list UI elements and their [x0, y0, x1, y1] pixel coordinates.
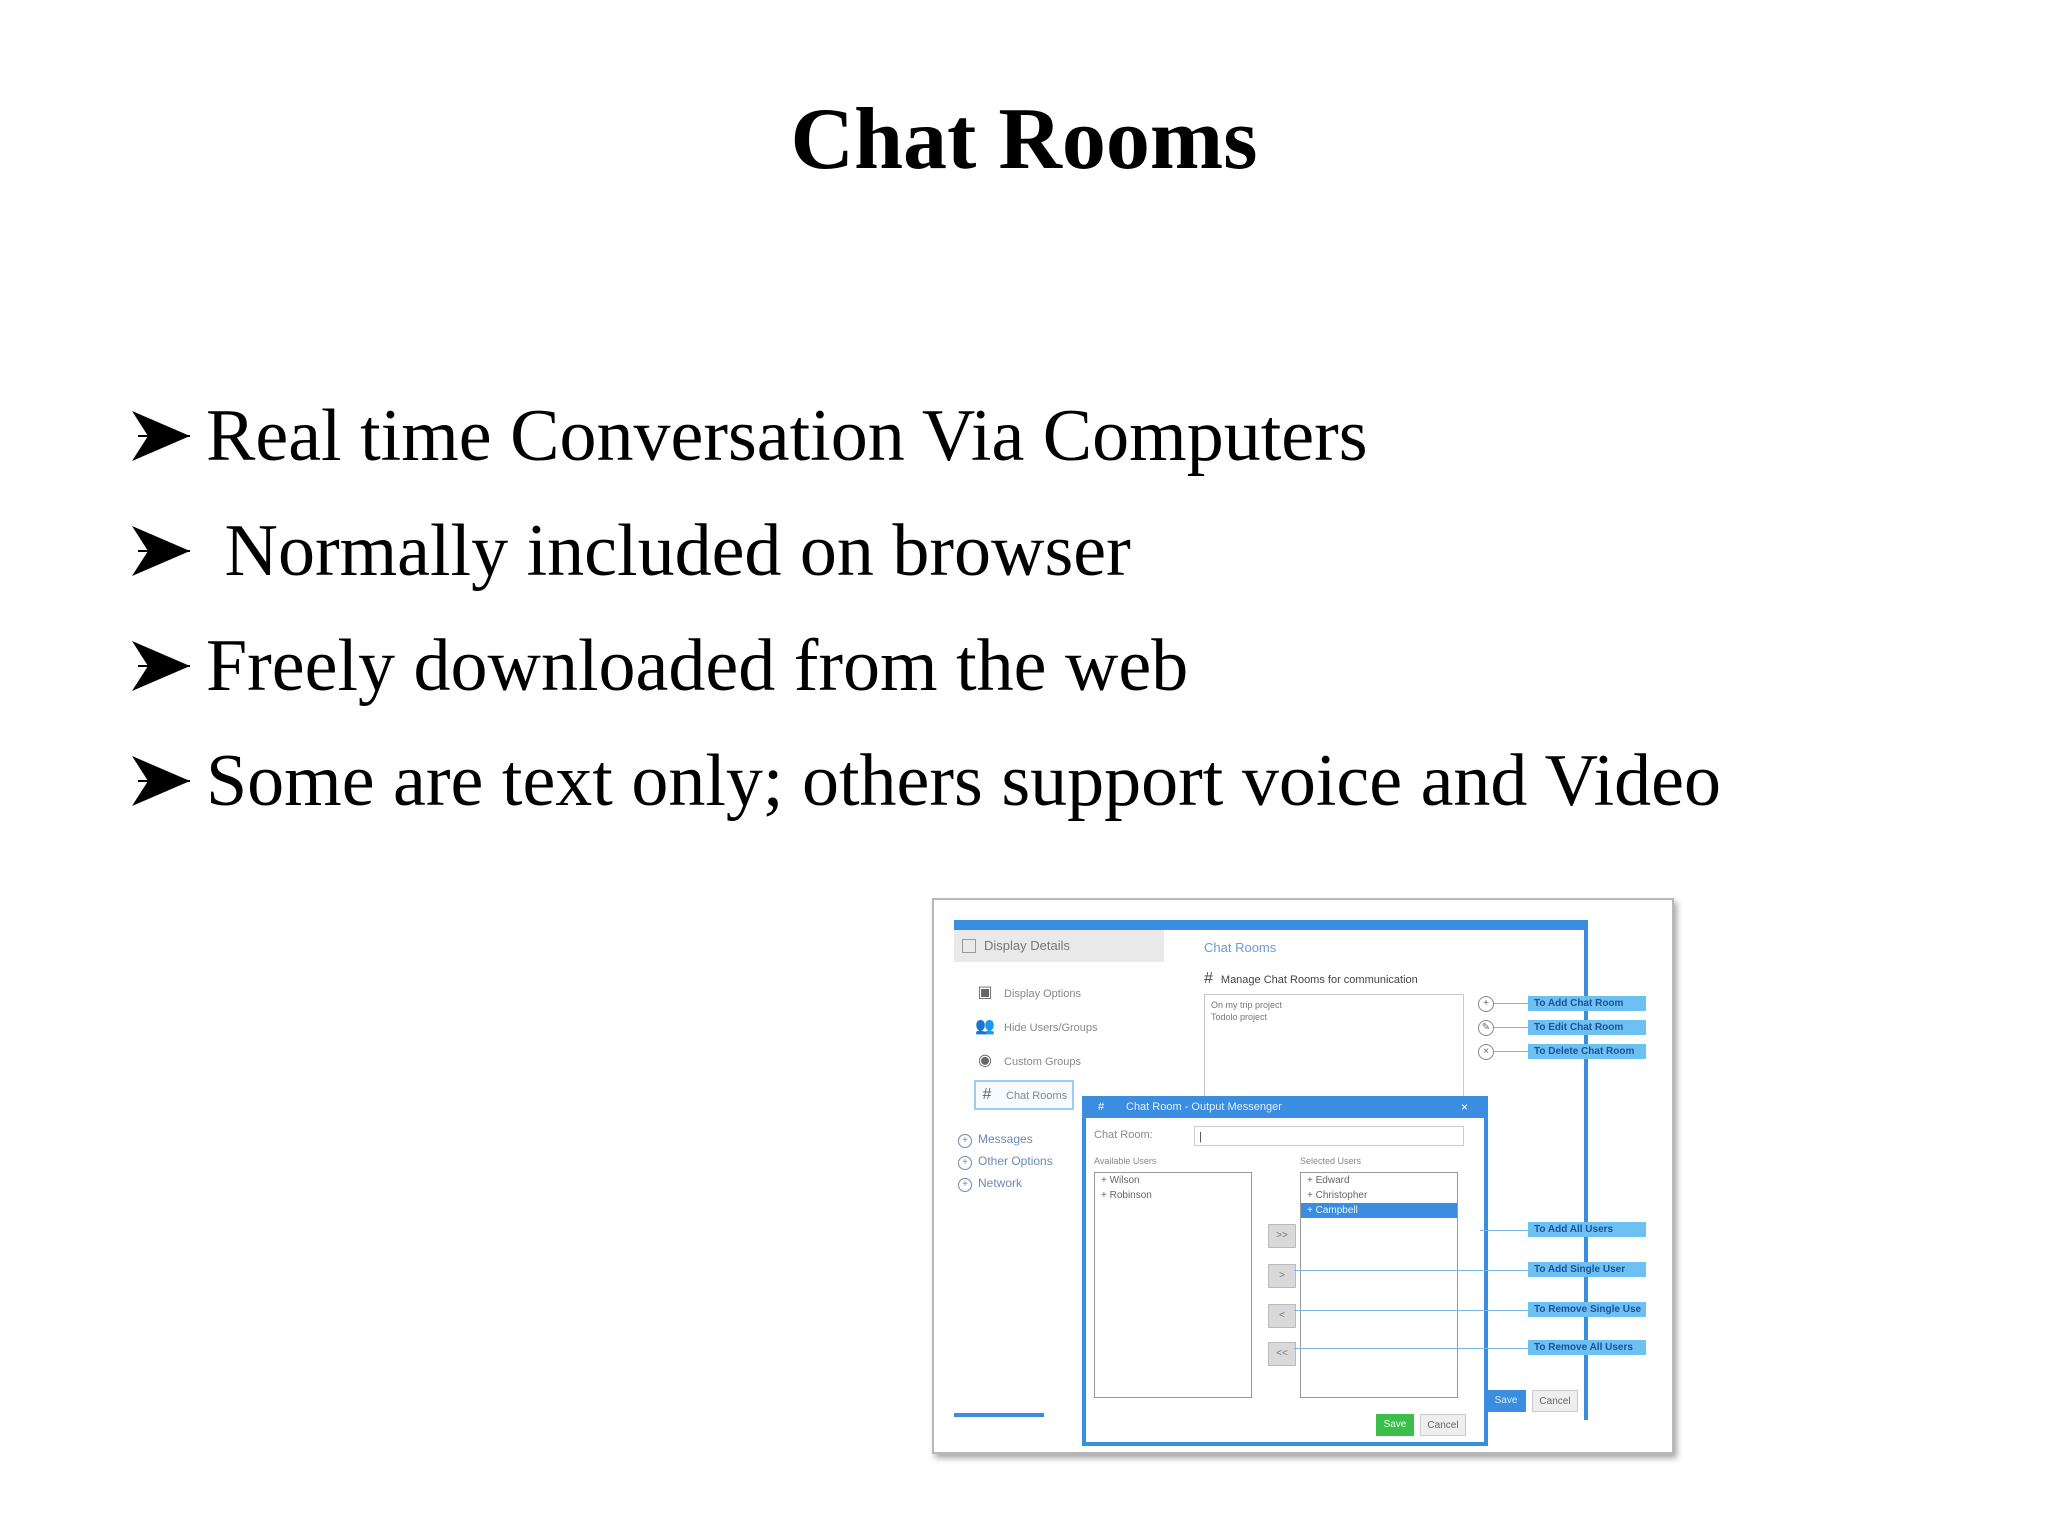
selected-users-list[interactable] — [1300, 1172, 1458, 1398]
bullet-text: Some are text only; others support voice and Video — [206, 739, 1721, 822]
sidebar-link-label: Messages — [978, 1132, 1033, 1146]
bullet-list — [128, 378, 1721, 838]
arrow-bullet-icon — [128, 522, 194, 580]
sidebar-item-custom-groups[interactable] — [974, 1048, 1164, 1074]
sidebar-item-label: Display Options — [1004, 988, 1082, 1000]
bullet-item — [128, 723, 1721, 838]
sidebar-link-label: Network — [978, 1176, 1023, 1190]
save-button[interactable]: Save — [1486, 1390, 1526, 1412]
available-users-label: Available Users — [1094, 1156, 1157, 1166]
list-item[interactable]: On my trip project — [1211, 1000, 1283, 1010]
panel-title: Chat Rooms — [1204, 940, 1277, 955]
display-details-icon — [962, 939, 976, 953]
list-item[interactable]: + Robinson — [1101, 1190, 1152, 1201]
callout-add-single-user: To Add Single User — [1528, 1262, 1646, 1277]
add-single-user-button[interactable]: > — [1268, 1264, 1296, 1288]
sidebar-link-label: Other Options — [978, 1154, 1053, 1168]
sidebar-item-hide-users[interactable] — [974, 1014, 1164, 1040]
bullet-text: Real time Conversation Via Computers — [206, 394, 1368, 477]
cancel-button[interactable]: Cancel — [1532, 1390, 1578, 1412]
callout-line — [1494, 1051, 1528, 1052]
arrow-bullet-icon — [128, 637, 194, 695]
slide-title: Chat Rooms — [790, 91, 1258, 188]
custom-groups-icon: ◉ — [978, 1052, 992, 1069]
arrow-bullet-icon — [128, 752, 194, 810]
chat-room-list[interactable] — [1204, 994, 1464, 1104]
available-users-list[interactable] — [1094, 1172, 1252, 1398]
edit-room-icon[interactable]: ✎ — [1478, 1020, 1494, 1036]
dialog-title: Chat Room - Output Messenger — [1126, 1101, 1282, 1113]
list-item[interactable]: + Christopher — [1307, 1190, 1368, 1201]
sidebar-header — [954, 930, 1164, 962]
list-item[interactable]: + Campbell — [1301, 1203, 1457, 1218]
callout-line — [1294, 1310, 1528, 1311]
chat-room-screenshot — [932, 898, 1674, 1454]
sidebar-link-network[interactable] — [958, 1172, 1022, 1194]
callout-add-all-users: To Add All Users — [1528, 1222, 1646, 1237]
bullet-text: Freely downloaded from the web — [206, 624, 1189, 707]
list-item[interactable]: + Edward — [1307, 1175, 1350, 1186]
remove-single-user-button[interactable]: < — [1268, 1304, 1296, 1328]
dialog-cancel-button[interactable]: Cancel — [1420, 1414, 1466, 1436]
sidebar-link-other-options[interactable] — [958, 1150, 1053, 1172]
panel-subtitle-text: Manage Chat Rooms for communication — [1220, 974, 1418, 986]
callout-remove-single-user: To Remove Single Use — [1528, 1302, 1646, 1317]
callout-line — [1294, 1348, 1528, 1349]
bullet-item — [128, 608, 1721, 723]
close-icon[interactable]: × — [1460, 1100, 1468, 1114]
callout-line — [1494, 1003, 1528, 1004]
delete-room-icon[interactable]: × — [1478, 1044, 1494, 1060]
window-top-bar — [954, 920, 1586, 930]
dialog-save-button[interactable]: Save — [1376, 1414, 1414, 1436]
sidebar-header-label: Display Details — [984, 938, 1070, 953]
chat-room-input[interactable]: | — [1194, 1126, 1464, 1146]
display-options-icon: ▣ — [977, 984, 993, 1001]
callout-edit-chat-room: To Edit Chat Room — [1528, 1020, 1646, 1035]
window-bottom-line — [954, 1413, 1044, 1417]
add-all-users-button[interactable]: >> — [1268, 1224, 1296, 1248]
callout-remove-all-users: To Remove All Users — [1528, 1340, 1646, 1355]
chat-room-dialog — [1082, 1096, 1488, 1446]
selected-users-label: Selected Users — [1300, 1156, 1362, 1166]
callout-line — [1294, 1270, 1528, 1271]
bullet-item — [128, 493, 1721, 608]
callout-delete-chat-room: To Delete Chat Room — [1528, 1044, 1646, 1059]
list-item[interactable]: Todolo project — [1211, 1012, 1268, 1022]
hash-icon: # — [982, 1086, 992, 1103]
expand-icon: + — [958, 1134, 972, 1148]
callout-line — [1494, 1027, 1528, 1028]
remove-all-users-button[interactable]: << — [1268, 1342, 1296, 1366]
sidebar-item-label: Chat Rooms — [1006, 1090, 1068, 1102]
expand-icon: + — [958, 1156, 972, 1170]
chat-room-label: Chat Room: — [1094, 1129, 1153, 1141]
sidebar-link-messages[interactable] — [958, 1128, 1033, 1150]
dialog-header — [1086, 1096, 1484, 1118]
hide-users-icon: 👥 — [975, 1018, 995, 1035]
bullet-item — [128, 378, 1721, 493]
sidebar-item-label: Custom Groups — [1004, 1056, 1082, 1068]
bullet-text: Normally included on browser — [206, 509, 1131, 592]
expand-icon: + — [958, 1178, 972, 1192]
sidebar-item-label: Hide Users/Groups — [1004, 1022, 1098, 1034]
callout-add-chat-room: To Add Chat Room — [1528, 996, 1646, 1011]
arrow-bullet-icon — [128, 407, 194, 465]
hash-icon: # — [1204, 970, 1213, 987]
sidebar-item-display-options[interactable] — [974, 980, 1164, 1006]
hash-icon: # — [1098, 1101, 1105, 1113]
sidebar-item-chat-rooms[interactable] — [974, 1080, 1074, 1110]
list-item[interactable]: + Wilson — [1101, 1175, 1140, 1186]
panel-subtitle — [1204, 970, 1418, 988]
callout-line — [1480, 1230, 1528, 1231]
add-room-icon[interactable]: + — [1478, 996, 1494, 1012]
